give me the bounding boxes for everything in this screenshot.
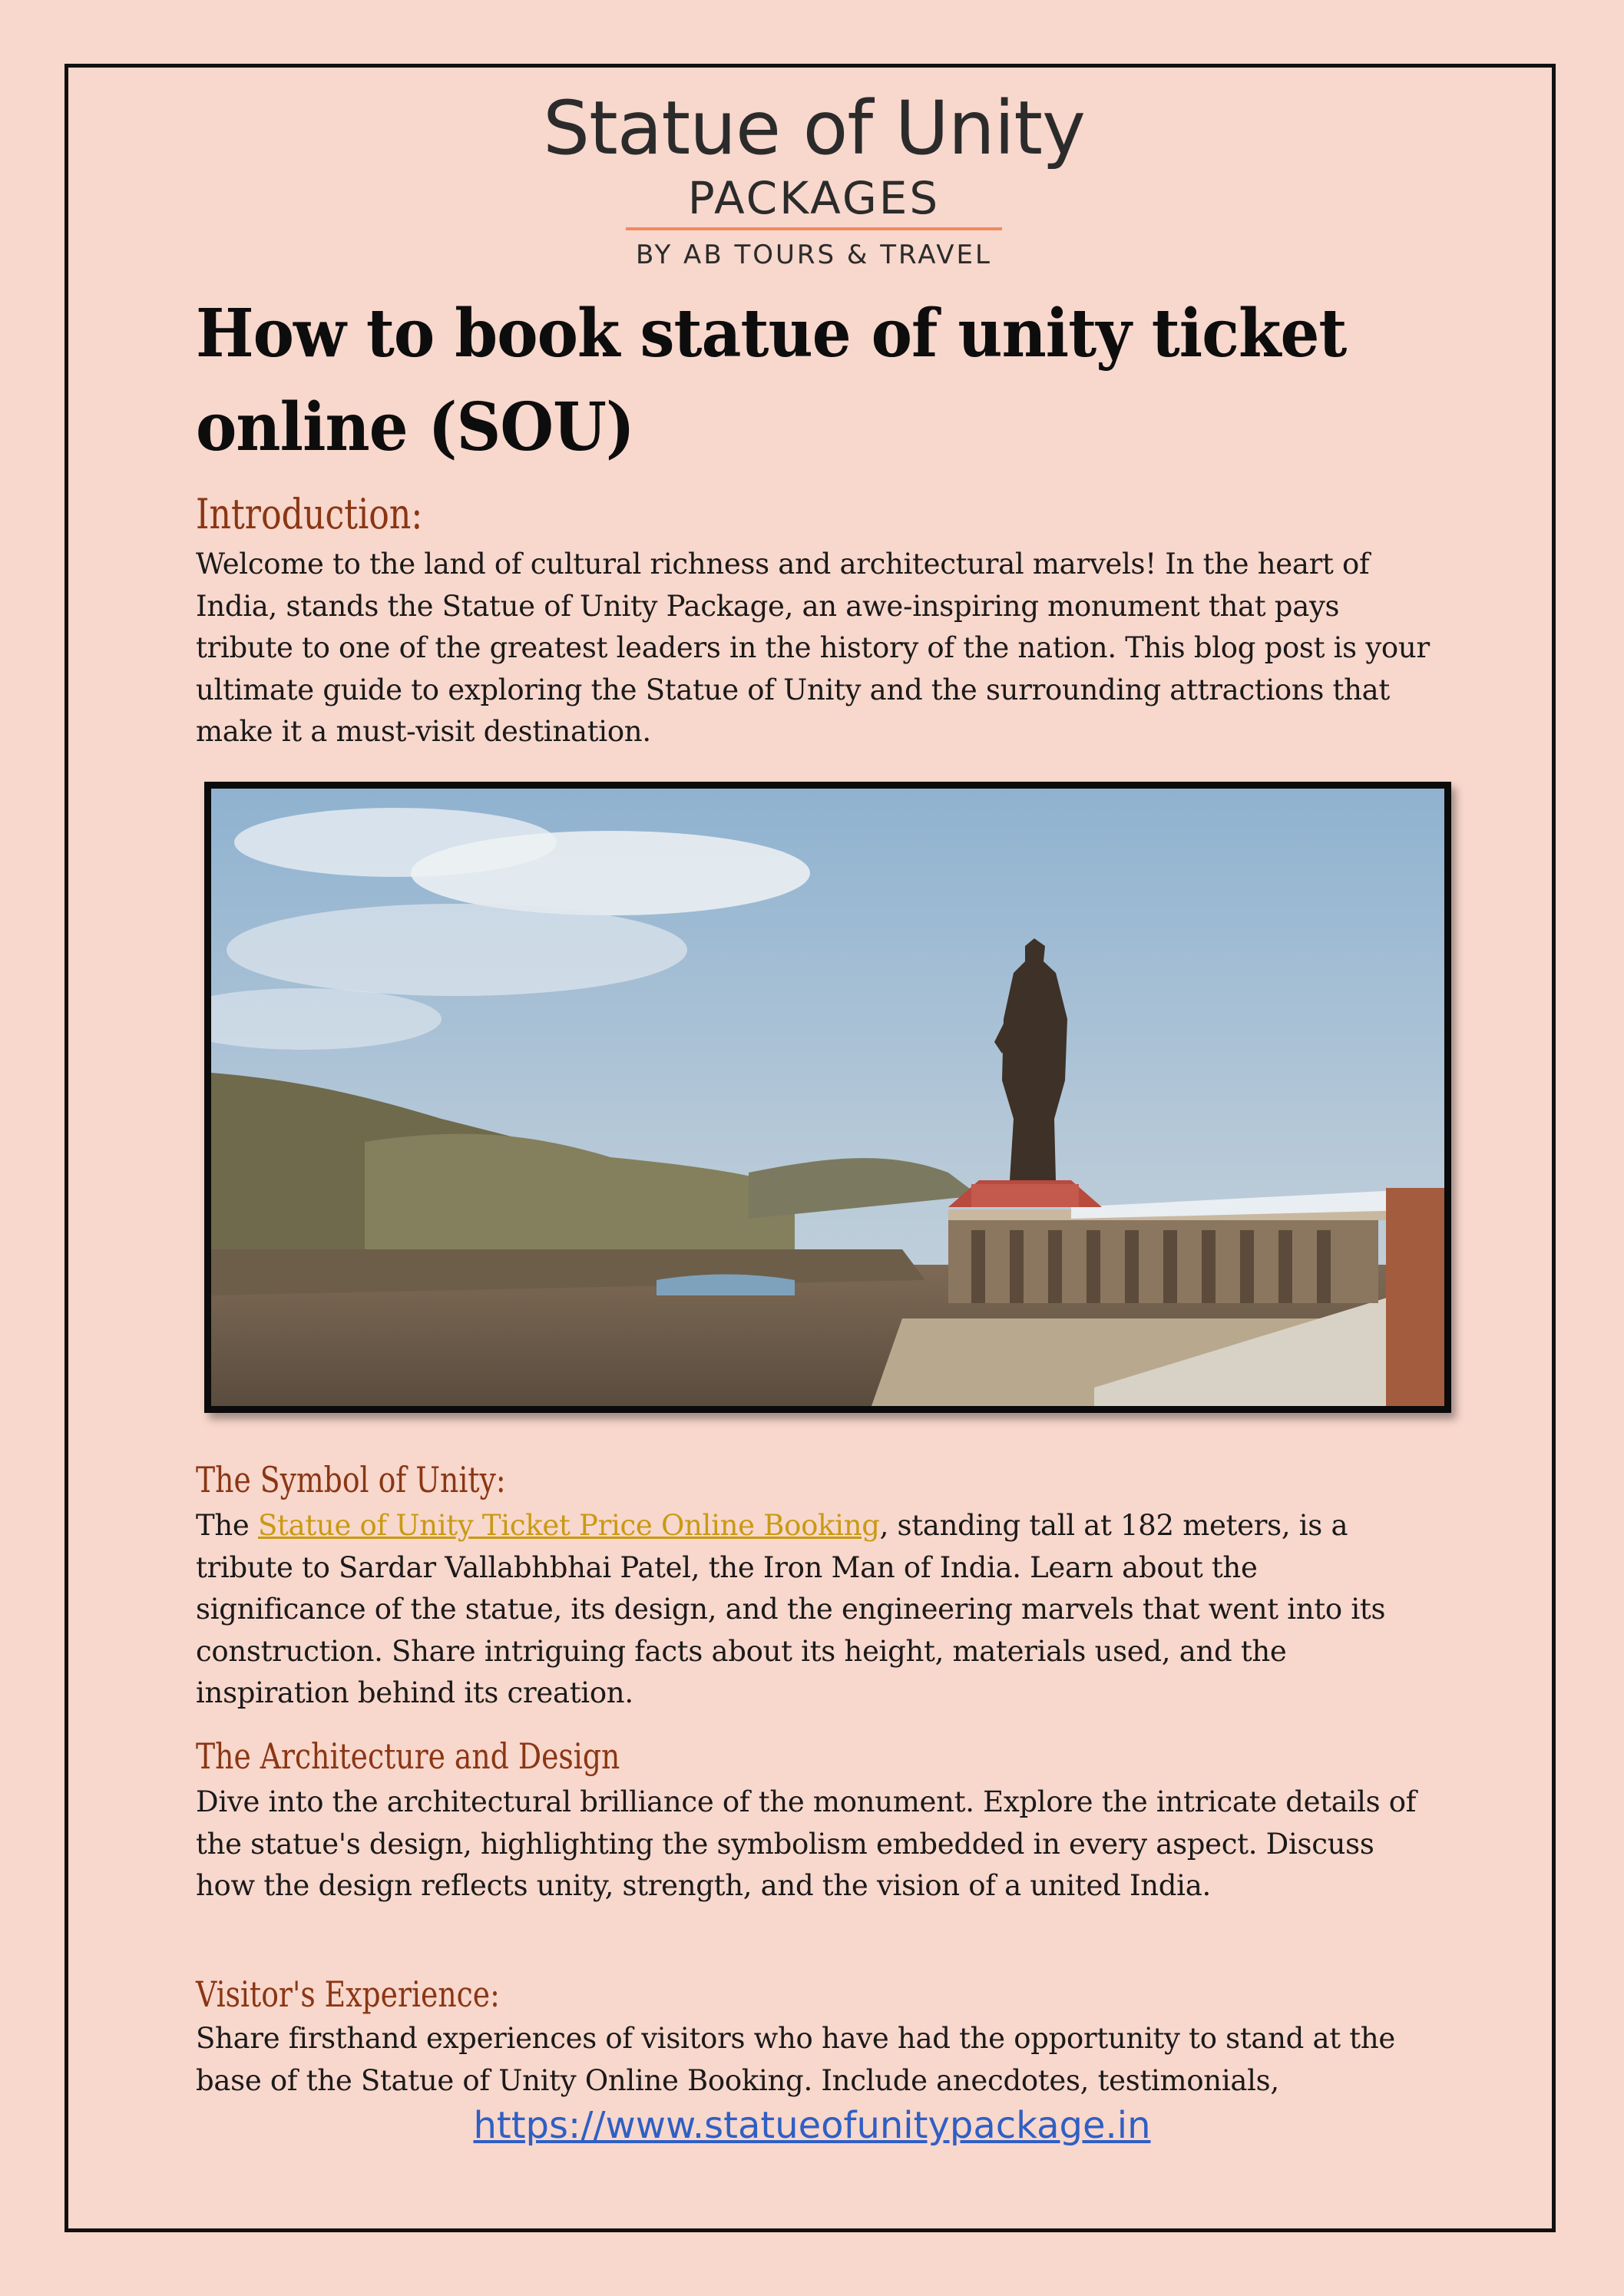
architecture-paragraph: Dive into the architectural brilliance of the monument. Explore the intricate details of the statue's design, highlighting the symbolism embedded in every aspect. Discuss how the design reflects unity, strength, and the vision of a united India. <box>196 1785 1417 1902</box>
logo-byline: BY AB TOURS & TRAVEL <box>636 240 992 270</box>
symbol-text-after: , standing tall at 182 meters, is a tribute to Sardar Vallabhbhai Patel, the Iron Man of India. Learn about the significance of the statue, its design, and the engineering marvels that went into its construction. Share intriguing facts about its height, materials used, and the inspiration behind its creation. <box>196 1509 1386 1709</box>
statue-photo <box>204 782 1451 1413</box>
website-link[interactable]: https://www.statueofunitypackage.in <box>473 2104 1151 2147</box>
intro-heading: Introduction: <box>196 490 423 538</box>
visitor-paragraph: Share firsthand experiences of visitors who have had the opportunity to stand at the base of the Statue of Unity Online Booking. Include anecdotes, testimonials, <box>196 2022 1396 2097</box>
statue-landscape-image <box>211 789 1444 1406</box>
ticket-booking-link[interactable]: Statue of Unity Ticket Price Online Booking <box>257 1509 880 1542</box>
logo-subtitle: PACKAGES <box>687 172 941 224</box>
intro-paragraph: Welcome to the land of cultural richness and architectural marvels! In the heart of India, stands the Statue of Unity Package, an awe-inspiring monument that pays tribute to one of the greatest leaders in the history of the nation. This blog post is your ultimate guide to exploring the Statue of Unity and the surrounding attractions that make it a must-visit destination. <box>196 548 1430 748</box>
symbol-paragraph <box>196 1505 1432 1715</box>
brand-logo <box>537 86 1090 278</box>
visitor-heading: Visitor's Experience: <box>196 1973 500 2015</box>
page-title: How to book statue of unity ticket online (SOU) <box>196 295 1347 466</box>
logo-underline <box>626 227 1002 230</box>
symbol-text-before: The <box>196 1509 258 1542</box>
architecture-heading: The Architecture and Design <box>196 1735 620 1777</box>
logo-title: Statue of Unity <box>543 85 1085 171</box>
symbol-heading: The Symbol of Unity: <box>196 1459 506 1500</box>
